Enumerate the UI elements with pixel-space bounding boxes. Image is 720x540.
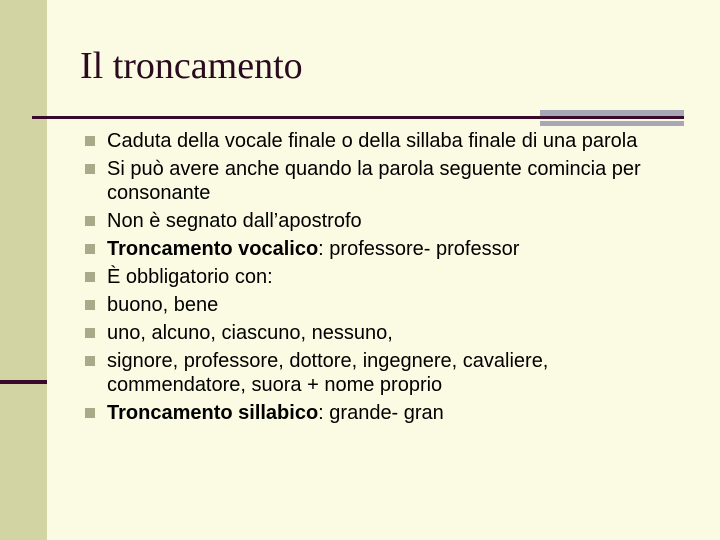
square-bullet-icon bbox=[85, 164, 95, 174]
bullet-bold-term: Troncamento sillabico bbox=[107, 402, 319, 424]
square-bullet-icon bbox=[85, 356, 95, 366]
bullet-text: Caduta della vocale finale o della sillaba finale di una parola bbox=[107, 130, 638, 152]
square-bullet-icon bbox=[85, 328, 95, 338]
bullet-item bbox=[84, 209, 684, 233]
bullet-item bbox=[84, 237, 684, 261]
bullet-text: : professore- professor bbox=[318, 238, 520, 260]
bullet-item bbox=[84, 349, 684, 397]
bullet-item bbox=[84, 265, 684, 289]
bullet-item bbox=[84, 157, 684, 205]
square-bullet-icon bbox=[85, 272, 95, 282]
side-band-decoration bbox=[0, 0, 47, 540]
bullet-text: Non è segnato dall’apostrofo bbox=[107, 210, 362, 232]
square-bullet-icon bbox=[85, 216, 95, 226]
slide-title: Il troncamento bbox=[80, 45, 303, 87]
bullet-item bbox=[84, 293, 684, 317]
bullet-text: buono, bene bbox=[107, 294, 219, 316]
title-rule-dark bbox=[32, 116, 684, 119]
bullet-text: signore, professore, dottore, ingegnere, cavaliere, commendatore, suora + nome proprio bbox=[107, 350, 549, 396]
square-bullet-icon bbox=[85, 136, 95, 146]
square-bullet-icon bbox=[85, 244, 95, 254]
square-bullet-icon bbox=[85, 408, 95, 418]
square-bullet-icon bbox=[85, 300, 95, 310]
bullet-text: Si può avere anche quando la parola seguente comincia per consonante bbox=[107, 158, 641, 204]
bullet-text: È obbligatorio con: bbox=[107, 266, 273, 288]
side-bar-accent bbox=[0, 380, 47, 384]
bullet-text: : grande- gran bbox=[318, 402, 444, 424]
bullet-bold-term: Troncamento vocalico bbox=[107, 238, 319, 260]
title-rule-gray-lower bbox=[540, 121, 684, 126]
bullet-item bbox=[84, 321, 684, 345]
bullet-list bbox=[84, 129, 684, 429]
bullet-item bbox=[84, 129, 684, 153]
bullet-item bbox=[84, 401, 684, 425]
bullet-text: uno, alcuno, ciascuno, nessuno, bbox=[107, 322, 393, 344]
